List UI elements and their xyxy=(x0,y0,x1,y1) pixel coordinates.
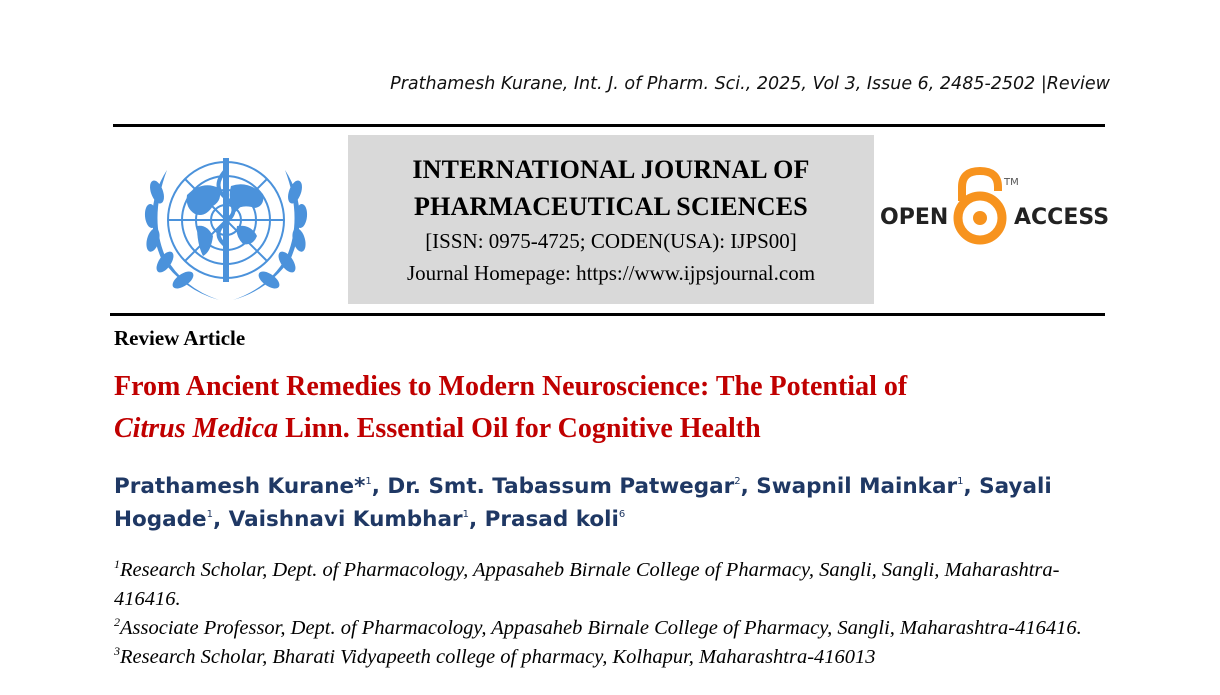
journal-name-line2: PHARMACEUTICAL SCIENCES xyxy=(414,192,808,221)
open-access-tm: TM xyxy=(1004,177,1019,188)
title-italic-species: Citrus Medica xyxy=(114,413,279,444)
un-emblem-logo xyxy=(127,140,325,306)
journal-name-line1: INTERNATIONAL JOURNAL OF xyxy=(412,155,810,184)
open-access-logo xyxy=(880,163,1110,253)
running-header: Prathamesh Kurane, Int. J. of Pharm. Sci., 2025, Vol 3, Issue 6, 2485-2502 |Review xyxy=(390,74,1110,94)
article-type: Review Article xyxy=(114,326,246,350)
header-rule-bottom xyxy=(110,313,1105,316)
author-6: Prasad koli$^6$ xyxy=(484,507,626,532)
author-3: Swapnil Mainkar$^1$, xyxy=(756,474,980,499)
open-access-word-right: ACCESS xyxy=(1014,205,1110,230)
affiliation-list xyxy=(114,556,1104,672)
affiliation-1: $^1$Research Scholar, Dept. of Pharmacology, Appasaheb Birnale College of Pharmacy, Sangli, Sangli, Maharashtra-416416. xyxy=(114,557,1060,610)
journal-masthead xyxy=(348,135,874,304)
header-rule-top xyxy=(113,124,1105,127)
affiliation-3: $^3$Research Scholar, Bharati Vidyapeeth college of pharmacy, Kolhapur, Maharashtra-416013 xyxy=(114,644,876,668)
journal-issn: [ISSN: 0975-4725; CODEN(USA): IJPS00] xyxy=(425,229,797,253)
author-1: Prathamesh Kurane*$^1$, xyxy=(114,474,388,499)
title-part1: From Ancient Remedies to Modern Neuroscience: The Potential of xyxy=(114,371,908,402)
journal-homepage: Journal Homepage: https://www.ijpsjournal.com xyxy=(406,261,816,285)
affiliation-2: $^2$Associate Professor, Dept. of Pharmacology, Appasaheb Birnale College of Pharmacy, Sangli, Maharashtra-416416. xyxy=(114,615,1082,639)
open-access-word-left: OPEN xyxy=(880,205,949,230)
title-part2: Linn. Essential Oil for Cognitive Health xyxy=(278,413,761,444)
article-title xyxy=(114,366,1114,450)
author-list xyxy=(114,470,1104,536)
author-5: Vaishnavi Kumbhar$^1$, xyxy=(228,507,485,532)
author-4: Sayali Hogade$^1$, xyxy=(114,474,1052,532)
author-2: Dr. Smt. Tabassum Patwegar$^2$, xyxy=(387,474,757,499)
